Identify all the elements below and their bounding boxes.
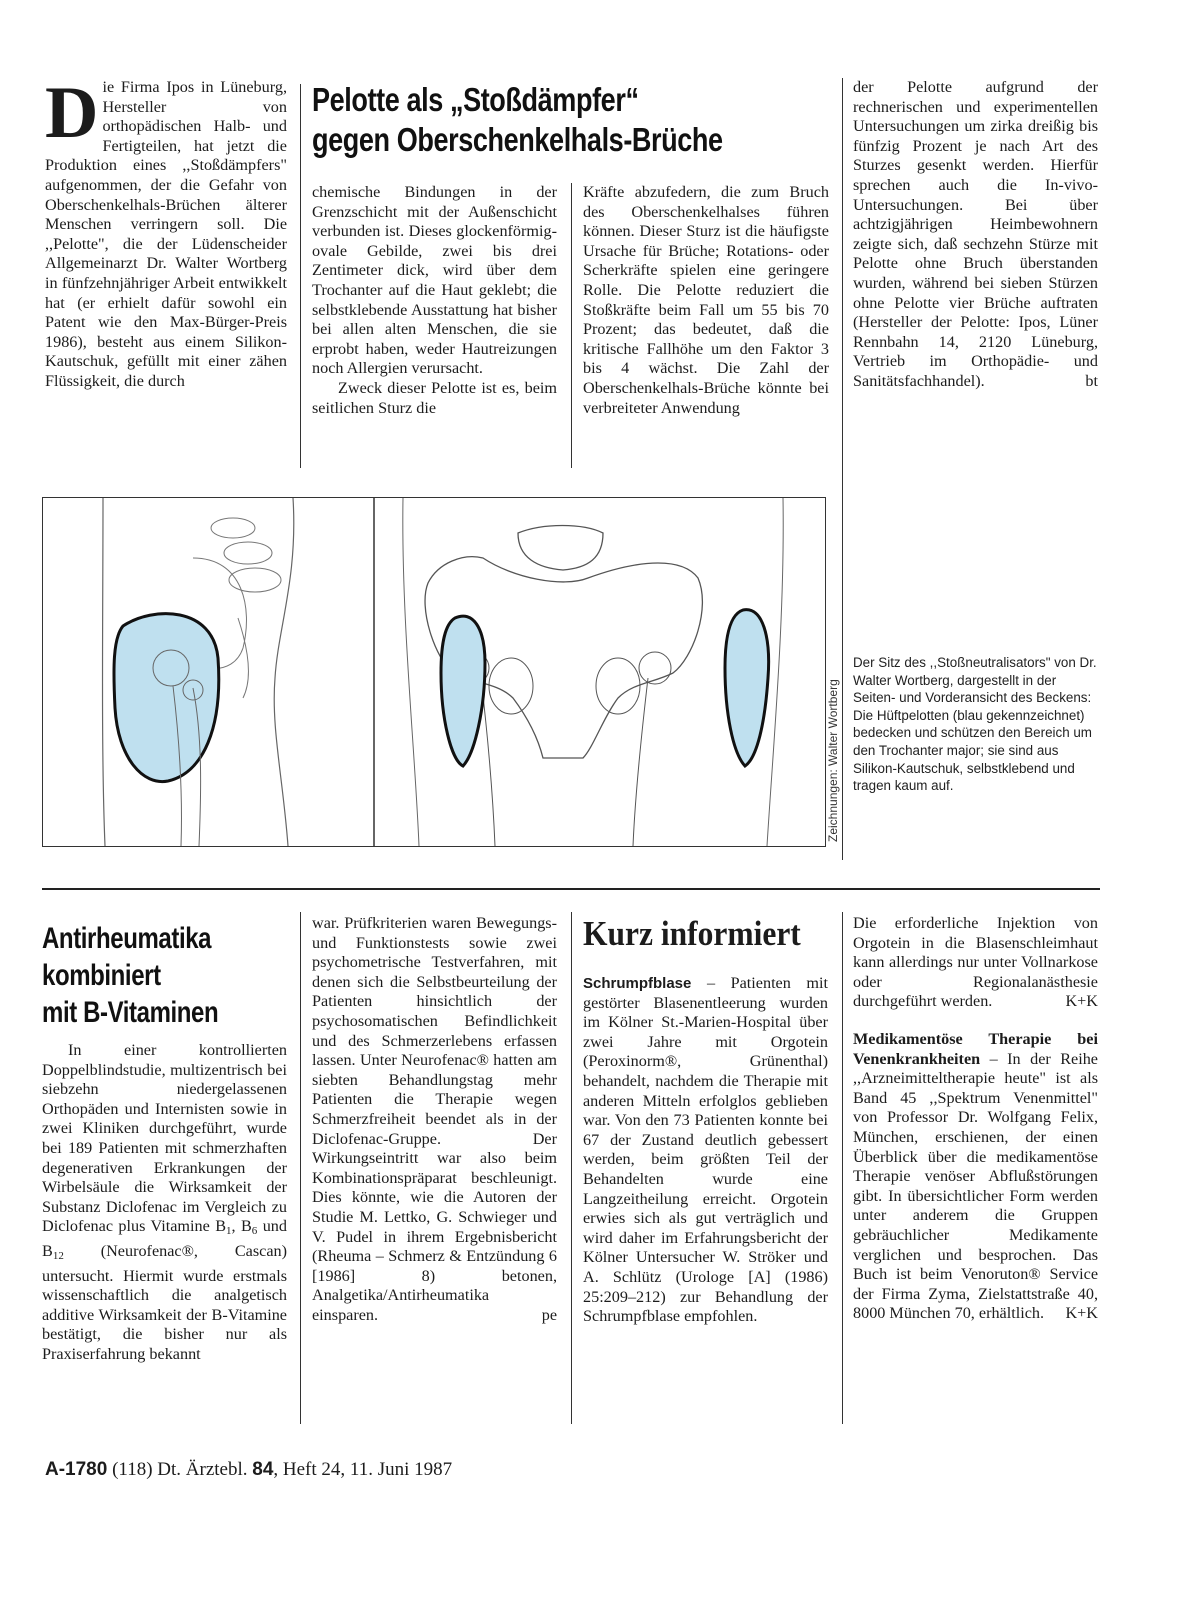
kurz-col4 [853,914,1098,1324]
pelotte-front-left [441,616,485,766]
column-rule [300,84,301,468]
item-title: Medikamentöse Therapie bei Venenkrankheiten [853,1029,1098,1068]
paragraph: Die erforderliche Injektion von Orgotein in die Blasenschleimhaut kann allerdings nur unter Vollnarkose oder Regionalanästhesie durchgeführt werden. [853,914,1098,1011]
paragraph: Kräfte abzufedern, die zum Bruch des Oberschenkelhalses führen können. Dieser Sturz ist die häufigste Ursache für Brüche; Rotations- oder Scherkräfte spielen eine geringere Rolle. Die Pelotte reduziert die Stoßkräfte beim Fall um 55 bis 70 Prozent; das bedeutet, daß die kritische Fallhöhe um den Faktor 3 bis 4 wächst. Die Zahl der Oberschenkelhals-Brüche könnte bei verbreiteter Anwendung [583,183,829,417]
figure-credit: Zeichnungen: Walter Wortberg [826,679,840,842]
subscript: 1 [226,1225,232,1238]
article2-col1 [42,1041,287,1365]
journal-name: Dt. Ärztebl. [157,1459,248,1480]
column-rule [842,78,843,860]
paragraph: – Patienten mit gestörter Blasenentleerung wurden im Kölner St.-Marien-Hospital über zwei Jahre mit Orgotein (Peroxinorm®, Grünenthal) behandelt, nachdem die Therapie mit anderen Mitteln erfolglos geblieben war. Von den 73 Patienten konnte bei 67 der Zustand deutlich gebessert werden, beim größten Teil der Behandelten wurde eine Langzeitheilung erreicht. Orgotein erwies sich als gut verträglich und wird daher im Erfahrungsbericht der Kölner Untersucher W. Ströker und A. Schlütz (Urologe [A] (1986) 25:209–212) zur Behandlung der Schrumpfblase empfohlen. [583,974,828,1326]
page-footer [45,1459,452,1481]
figure-caption: Der Sitz des ,,Stoßneutralisators" von Dr. Walter Wortberg, dargestellt in der Seiten- und Vorderansicht des Beckens: Die Hüftpelotten (blau gekennzeichnet) bedecken und schützen den Bereich um den Trochanter major; sie sind aus Silikon-Kautschuk, selbstklebend und tragen kaum auf. [853,655,1097,794]
pelotte-side [114,614,219,782]
page-number: A-1780 [45,1459,108,1480]
column-rule [571,912,572,1424]
item-title: Schrumpfblase [583,975,692,992]
page-number-alt: (118) [112,1459,153,1480]
paragraph: der Pelotte aufgrund der rechnerischen und experimentellen Untersuchungen um zirka dreißig bis fünfzig Prozent je nach Art des Sturzes gesenkt werden. Hierfür sprechen auch die In-vivo-Untersuchungen. Bei über achtzigjährigen Heimbewohnern zeigte sich, daß sechzehn Stürze mit Pelotte ohne Bruch überstanden wurden, während bei sieben Stürzen ohne Pelotte vier Brüche auftraten (Hersteller der Pelotte: Ipos, Lüner Rennbahn 14, 2120 Lüneburg, Vertrieb im Orthopädie- und Sanitätsfachhandel). [853,78,1098,390]
article1-headline [312,80,837,160]
author-sign: pe [541,1305,557,1324]
author-sign: bt [1085,371,1098,390]
author-sign: K+K [1065,992,1098,1011]
paragraph: – In der Reihe ,,Arzneimitteltherapie heute" ist als Band 45 ,,Spektrum Venenmittel" von Professor Dr. Wolfgang Felix, München, erschienen, der einen Überblick über die medikamentöse Therapie venöser Abflußstörungen gibt. In übersichtlicher Form werden unter anderem die Gruppen gebräuchlicher Medikamente verglichen und besprochen. Das Buch ist beim Venoruton® Service der Firma Zyma, Zielstattstraße 40, 8000 München 70, erhältlich. [853,1049,1098,1323]
article1-col4 [853,78,1098,392]
headline-line-1: Pelotte als „Stoßdämpfer“ [312,81,639,118]
paragraph: (Neurofenac®, Cascan) untersucht. Hiermit wurde erstmals wissenschaftlich die analgetisch additive Wirksamkeit der B-Vitamine bestätigt, die bisher nur als Praxiserfahrung bekannt [42,1241,287,1363]
author-sign: K+K [1065,1304,1098,1323]
pelotte-front-right [725,610,769,766]
column-rule [842,912,843,1424]
paragraph: , B [231,1217,252,1236]
paragraph: Zweck dieser Pelotte ist es, beim seitlichen Sturz die [312,378,557,417]
article2-col2 [312,914,557,1325]
article1-col1 [45,72,287,392]
dropcap: D [45,72,99,154]
headline-line-2: kombiniert [42,959,161,992]
issue-date: , Heft 24, 11. Juni 1987 [273,1459,453,1480]
paragraph: In einer kontrollierten Doppelblindstudie, multizentrisch bei siebzehn niedergelassenen Orthopäden und Internisten sowie in zwei Kliniken durchgeführt, wurde bei 189 Patienten mit schmerzhaften degenerativen Erkrankungen der Wirbelsäule die Wirksamkeit der Substanz Diclofenac im Vergleich zu Diclofenac plus Vitamine B [42,1041,287,1236]
headline-line-2: gegen Oberschenkelhals-Brüche [312,121,723,158]
paragraph: und B [42,1217,287,1260]
kurz-title: Kurz informiert [583,914,801,953]
figure-drawing [43,498,825,846]
column-rule [300,912,301,1424]
headline-line-3: mit B-Vitaminen [42,996,219,1029]
section-divider [42,888,1100,890]
volume: 84 [252,1459,274,1480]
paragraph: chemische Bindungen in der Grenzschicht mit der Außenschicht verbunden ist. Dieses glockenförmig-ovale Gebilde, zwei bis drei Zentimeter dick, wird über dem Trochanter auf die Haut geklebt; die selbstklebende Ausstattung hat bisher bei allen alten Menschen, die sie erprobt haben, weder Hautreizungen noch Allergien verursacht. [312,183,557,378]
column-rule [571,183,572,468]
article1-col2 [312,183,557,418]
article2-headline [42,920,298,1031]
paragraph: war. Prüfkriterien waren Bewegungs- und Funktionstests sowie zwei psychometrische Testverfahren, mit denen sich die Selbstbeurteilung der Patienten hinsichtlich der psychosomatischen Befindlichkeit und des Schmerzerlebens erfassen lassen. Unter Neurofenac® hatten am siebten Behandlungstag mehr Patienten die Therapie wegen Schmerzfreiheit beendet als in der Diclofenac-Gruppe. Der Wirkungseintritt war also beim Kombinationspräparat beschleunigt. Dies könnte, wie die Autoren der Studie M. Lettko, G. Schwieger und V. Pudel in ihrem Ergebnisbericht (Rheuma – Schmerz & Entzündung 6 [1986] 8) betonen, Analgetika/Antirheumatika einsparen. [312,914,557,1324]
subscript: 6 [251,1225,258,1238]
article1-lead-text: ie Firma Ipos in Lüneburg, Hersteller von orthopädischen Halb- und Fertigteilen, hat jetzt die Produktion eines ,,Stoßdämpfers" aufgenommen, der die Gefahr von Oberschenkelhals-Brüchen älterer Menschen verringern soll. Die ,,Pelotte", die der Lüdenscheider Allgemeinarzt Dr. Walter Wortberg in fünfzehnjähriger Arbeit entwikkelt hat (er erhielt dafür sowohl ein Patent wie den Max-Bürger-Preis 1986), besteht aus einem Silikon-Kautschuk, gefüllt mit einer zähen Flüssigkeit, die durch [45,78,287,390]
figure-hip-pelotte [42,497,826,847]
headline-line-1: Antirheumatika [42,922,212,955]
article1-col3 [583,183,829,418]
kurz-col3 [583,974,828,1327]
subscript: 12 [52,1249,64,1262]
